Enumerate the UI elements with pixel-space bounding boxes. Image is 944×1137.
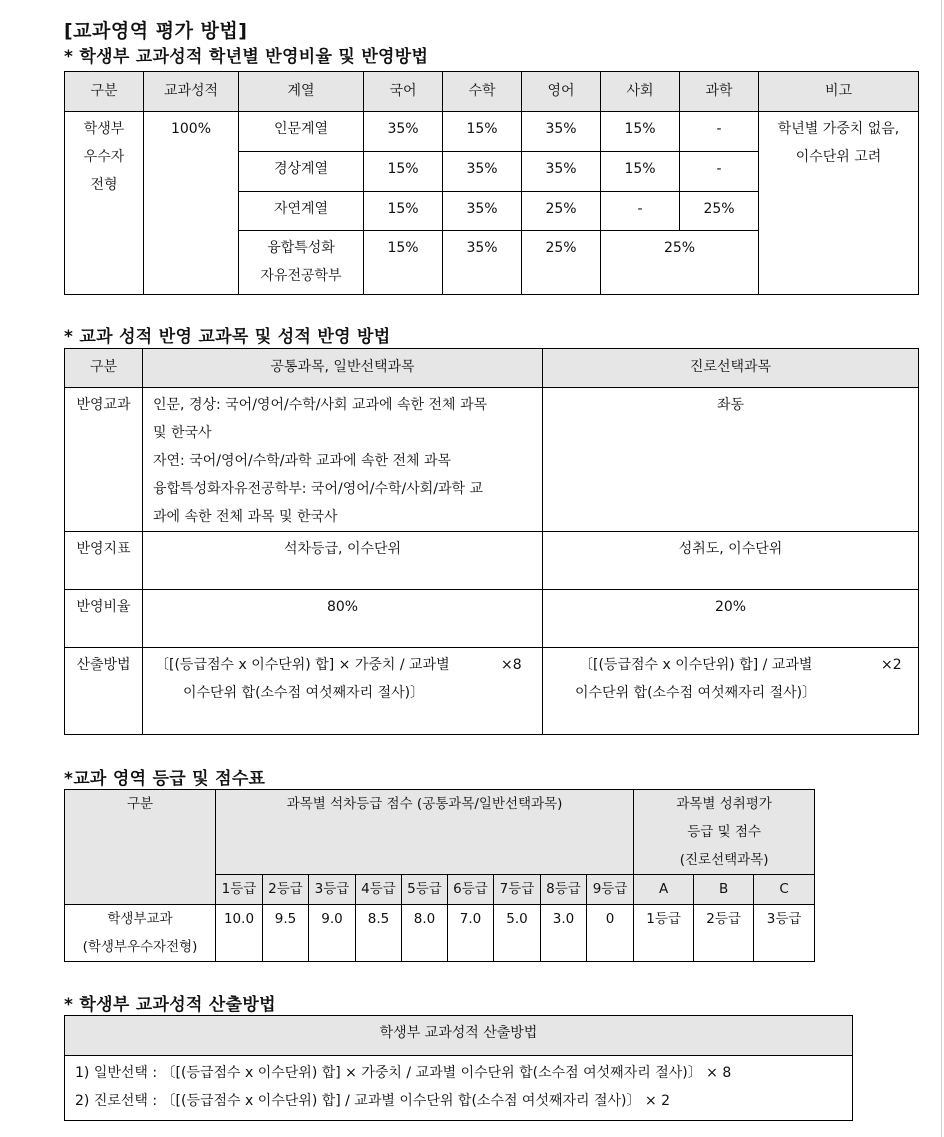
grade-1: 1등급 bbox=[216, 875, 263, 905]
grade-4: 4등급 bbox=[356, 875, 402, 905]
career-subjects-cell: 좌동 bbox=[543, 388, 919, 532]
grade-5: 5등급 bbox=[402, 875, 448, 905]
ratio-table bbox=[64, 71, 919, 295]
table-row bbox=[65, 648, 919, 735]
math-cell: 35% bbox=[443, 231, 522, 295]
score-cell: 8.0 bbox=[402, 905, 448, 962]
score-cell: 7.0 bbox=[448, 905, 494, 962]
korean-cell: 15% bbox=[364, 231, 443, 295]
math-cell: 35% bbox=[443, 192, 522, 231]
common-indicator-cell: 석차등급, 이수단위 bbox=[143, 532, 543, 590]
level-b: B bbox=[694, 875, 754, 905]
career-elective-formula: 2) 진로선택 : 〔[(등급점수 x 이수단위) 합] / 교과별 이수단위 합(소수점 여섯째자리 절사)〕 × 2 bbox=[75, 1093, 671, 1109]
score-cell: 9.0 bbox=[309, 905, 356, 962]
grade-8: 8등급 bbox=[541, 875, 587, 905]
calculation-cell bbox=[65, 1056, 853, 1121]
grade-9: 9등급 bbox=[587, 875, 634, 905]
header-common: 공통과목, 일반선택과목 bbox=[143, 349, 543, 388]
header-english: 영어 bbox=[522, 72, 601, 112]
calculation-header: 학생부 교과성적 산출방법 bbox=[65, 1016, 853, 1056]
korean-cell: 35% bbox=[364, 112, 443, 152]
row-label: 산출방법 bbox=[65, 648, 143, 735]
page-edge bbox=[941, 0, 942, 1137]
table-row bbox=[65, 905, 815, 962]
english-cell: 35% bbox=[522, 152, 601, 192]
grade-3: 3등급 bbox=[309, 875, 356, 905]
multiplier: ×2 bbox=[881, 657, 902, 673]
page-title: [교과영역 평가 방법] bbox=[64, 20, 248, 42]
header-track: 계열 bbox=[239, 72, 364, 112]
header-category: 구분 bbox=[65, 72, 144, 112]
achievement-cell: 3등급 bbox=[754, 905, 815, 962]
social-cell: - bbox=[601, 192, 680, 231]
korean-cell: 15% bbox=[364, 192, 443, 231]
track-cell: 융합특성화 자유전공학부 bbox=[239, 231, 364, 295]
subjects-table bbox=[64, 348, 919, 735]
category-cell: 학생부 우수자 전형 bbox=[65, 112, 144, 295]
section2-heading: * 교과 성적 반영 교과목 및 성적 반영 방법 bbox=[64, 327, 391, 347]
math-cell: 15% bbox=[443, 112, 522, 152]
score-table bbox=[64, 789, 815, 962]
table-row bbox=[65, 590, 919, 648]
table-row bbox=[65, 532, 919, 590]
score-cell: 10.0 bbox=[216, 905, 263, 962]
header-career: 진로선택과목 bbox=[543, 349, 919, 388]
header-science: 과학 bbox=[680, 72, 759, 112]
header-category: 구분 bbox=[65, 349, 143, 388]
row-label: 학생부교과 (학생부우수자전형) bbox=[65, 905, 216, 962]
grade-7: 7등급 bbox=[494, 875, 541, 905]
social-science-cell: 25% bbox=[601, 231, 759, 295]
table-row bbox=[65, 112, 919, 152]
header-note: 비고 bbox=[759, 72, 919, 112]
english-cell: 25% bbox=[522, 231, 601, 295]
score-cell: 3.0 bbox=[541, 905, 587, 962]
english-cell: 35% bbox=[522, 112, 601, 152]
header-grade: 교과성적 bbox=[144, 72, 239, 112]
table-row bbox=[65, 1056, 853, 1121]
science-cell: 25% bbox=[680, 192, 759, 231]
header-achievement: 과목별 성취평가 등급 및 점수 (진로선택과목) bbox=[634, 790, 815, 875]
career-indicator-cell: 성취도, 이수단위 bbox=[543, 532, 919, 590]
general-elective-formula: 1) 일반선택 : 〔[(등급점수 x 이수단위) 합] × 가중치 / 교과별 이수단위 합(소수점 여섯째자리 절사)〕 × 8 bbox=[75, 1065, 732, 1081]
multiplier: ×8 bbox=[501, 657, 522, 673]
korean-cell: 15% bbox=[364, 152, 443, 192]
career-ratio-cell: 20% bbox=[543, 590, 919, 648]
table-row bbox=[65, 388, 919, 532]
social-cell: 15% bbox=[601, 112, 680, 152]
score-cell: 9.5 bbox=[263, 905, 309, 962]
grade-2: 2등급 bbox=[263, 875, 309, 905]
common-subjects-cell: 인문, 경상: 국어/영어/수학/사회 교과에 속한 전체 과목 및 한국사 자연: 국어/영어/수학/과학 교과에 속한 전체 과목 융합특성화자유전공학부: 국어/영어/수학/사회/과학 교 과에 속한 전체 과목 및 한국사 bbox=[143, 388, 543, 532]
track-cell: 인문계열 bbox=[239, 112, 364, 152]
common-method-cell: 〔[(등급점수 x 이수단위) 합] × 가중치 / 교과별 이수단위 합(소수점 여섯째자리 절사)〕 ×8 bbox=[143, 648, 543, 735]
header-social: 사회 bbox=[601, 72, 680, 112]
score-cell: 0 bbox=[587, 905, 634, 962]
row-label: 반영지표 bbox=[65, 532, 143, 590]
row-label: 반영비율 bbox=[65, 590, 143, 648]
section4-heading: * 학생부 교과성적 산출방법 bbox=[64, 995, 276, 1015]
science-cell: - bbox=[680, 112, 759, 152]
row-label: 반영교과 bbox=[65, 388, 143, 532]
social-cell: 15% bbox=[601, 152, 680, 192]
achievement-cell: 1등급 bbox=[634, 905, 694, 962]
level-c: C bbox=[754, 875, 815, 905]
calculation-table bbox=[64, 1015, 853, 1121]
common-ratio-cell: 80% bbox=[143, 590, 543, 648]
grade-ratio-cell: 100% bbox=[144, 112, 239, 295]
header-math: 수학 bbox=[443, 72, 522, 112]
score-cell: 5.0 bbox=[494, 905, 541, 962]
track-cell: 경상계열 bbox=[239, 152, 364, 192]
science-cell: - bbox=[680, 152, 759, 192]
level-a: A bbox=[634, 875, 694, 905]
track-cell: 자연계열 bbox=[239, 192, 364, 231]
score-cell: 8.5 bbox=[356, 905, 402, 962]
english-cell: 25% bbox=[522, 192, 601, 231]
math-cell: 35% bbox=[443, 152, 522, 192]
note-cell: 학년별 가중치 없음, 이수단위 고려 bbox=[759, 112, 919, 295]
grade-6: 6등급 bbox=[448, 875, 494, 905]
achievement-cell: 2등급 bbox=[694, 905, 754, 962]
section3-heading: *교과 영역 등급 및 점수표 bbox=[64, 769, 266, 789]
header-rank-scores: 과목별 석차등급 점수 (공통과목/일반선택과목) bbox=[216, 790, 634, 875]
career-method-cell: 〔[(등급점수 x 이수단위) 합] / 교과별 이수단위 합(소수점 여섯째자리 절사)〕 ×2 bbox=[543, 648, 919, 735]
header-korean: 국어 bbox=[364, 72, 443, 112]
header-category: 구분 bbox=[65, 790, 216, 905]
section1-heading: * 학생부 교과성적 학년별 반영비율 및 반영방법 bbox=[64, 47, 429, 67]
